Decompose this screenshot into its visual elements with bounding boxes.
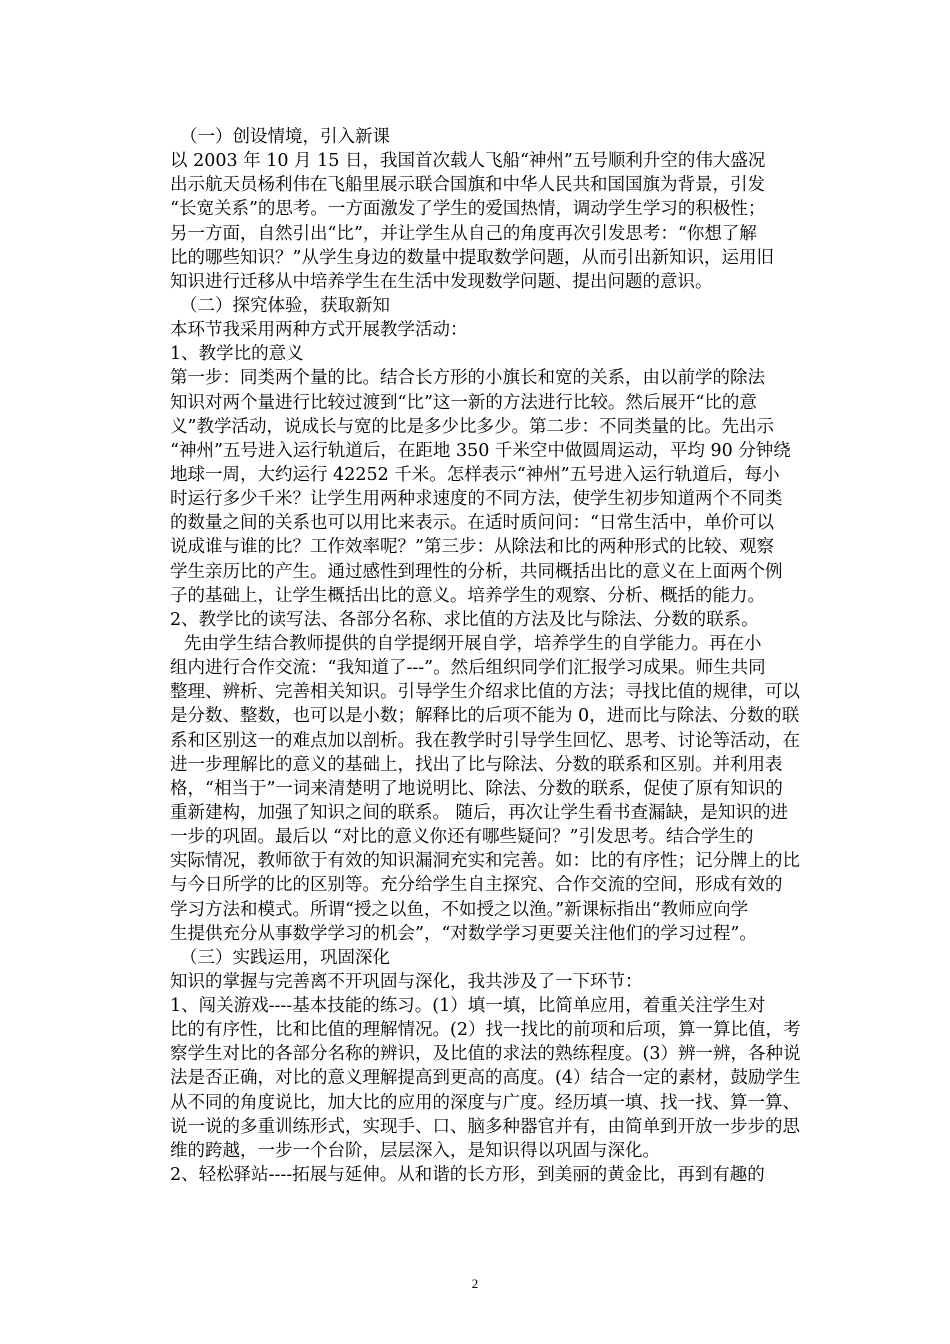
text-line: 是分数、整数，也可以是小数；解释比的后项不能为 0，进而比与除法、分数的联 (170, 706, 800, 727)
text-line: 系和区别这一的难点加以剖析。我在教学时引导学生回忆、思考、讨论等活动，在 (170, 730, 800, 751)
text-line: 1、闯关游戏----基本技能的练习。(1）填一填，比简单应用，着重关注学生对 (170, 996, 766, 1017)
text-line: 实际情况，教师欲于有效的知识漏洞充实和完善。如：比的有序性；记分牌上的比 (170, 851, 800, 872)
text-line: “神州”五号进入运行轨道后，在距地 350 千米空中做圆周运动，平均 90 分钟绕 (170, 440, 791, 461)
text-line: 时运行多少千米？让学生用两种求速度的不同方法，使学生初步知道两个不同类 (170, 489, 783, 510)
document-body (170, 125, 810, 1187)
text-line: 出示航天员杨利伟在飞船里展示联合国旗和中华人民共和国国旗为背景，引发 (170, 175, 765, 196)
text-line: 法是否正确，对比的意义理解提高到更高的高度。(4）结合一定的素材，鼓励学生 (170, 1068, 801, 1089)
text-line: 知识对两个量进行比较过渡到“比”这一新的方法进行比较。然后展开“比的意 (170, 392, 757, 413)
text-line: 生提供充分从事数学学习的机会”，“对数学学习更要关注他们的学习过程”。 (170, 923, 757, 944)
text-line: 子的基础上，让学生概括出比的意义。培养学生的观察、分析、概括的能力。 (170, 585, 765, 606)
text-line: （一）创设情境，引入新课 (180, 127, 390, 147)
text-line: 维的跨越，一步一个台阶，层层深入，是知识得以巩固与深化。 (170, 1140, 660, 1161)
text-line: 一步的巩固。最后以 “对比的意义你还有哪些疑问？”引发思考。结合学生的 (170, 827, 754, 848)
text-line: 第一步：同类两个量的比。结合长方形的小旗长和宽的关系，由以前学的除法 (170, 368, 765, 389)
text-line: 先由学生结合教师提供的自学提纲开展自学，培养学生的自学能力。再在小 (184, 633, 762, 654)
text-line: （三）实践运用，巩固深化 (180, 947, 390, 968)
text-line: 本环节我采用两种方式开展教学活动： (170, 320, 468, 341)
text-line: 1、教学比的意义 (170, 344, 304, 365)
text-line: 组内进行合作交流：“我知道了---”。然后组织同学们汇报学习成果。师生共同 (170, 658, 766, 679)
text-line: 2、轻松驿站----拓展与延伸。从和谐的长方形，到美丽的黄金比，再到有趣的 (170, 1165, 765, 1186)
text-line: 知识的掌握与完善离不开巩固与深化，我共涉及了一下环节： (170, 971, 643, 992)
text-line: 比的哪些知识？”从学生身边的数量中提取数学问题，从而引出新知识，运用旧 (170, 247, 774, 268)
text-line: 进一步理解比的意义的基础上，找出了比与除法、分数的联系和区别。并利用表 (170, 754, 783, 775)
text-line: 从不同的角度说比，加大比的应用的深度与广度。经历填一填、找一找、算一算、 (170, 1092, 800, 1113)
text-line: 察学生对比的各部分名称的辨识，及比值的求法的熟练程度。(3）辨一辨，各种说 (170, 1044, 801, 1065)
text-line: 义”教学活动，说成长与宽的比是多少比多少。第二步：不同类量的比。先出示 (170, 416, 774, 437)
text-line: 重新建构，加强了知识之间的联系。 随后，再次让学生看书查漏缺，是知识的进 (170, 802, 789, 823)
text-line: 以 2003 年 10 月 15 日，我国首次载人飞船“神州”五号顺利升空的伟大盛况 (170, 151, 766, 172)
text-line: （二）探究体验，获取新知 (180, 295, 390, 316)
page-number: 2 (471, 1276, 479, 1291)
text-line: 说一说的多重训练形式，实现手、口、脑多种器官并有，由简单到开放一步步的思 (170, 1116, 800, 1137)
text-line: “长宽关系”的思考。一方面激发了学生的爱国热情，调动学生学习的积极性； (170, 199, 766, 220)
text-line: 格，“相当于”一词来清楚明了地说明比、除法、分数的联系，促使了原有知识的 (170, 778, 783, 799)
text-line: 地球一周，大约运行 42252 千米。怎样表示“神州”五号进入运行轨道后，每小 (170, 464, 780, 485)
text-line: 比的有序性，比和比值的理解情况。(2）找一找比的前项和后项，算一算比值，考 (170, 1020, 801, 1041)
text-line: 2、教学比的读写法、各部分名称、求比值的方法及比与除法、分数的联系。 (170, 609, 759, 630)
text-line: 的数量之间的关系也可以用比来表示。在适时质问问：“日常生活中，单价可以 (170, 513, 774, 534)
text-line: 知识进行迁移从中培养学生在生活中发现数学问题、提出问题的意识。 (170, 271, 713, 292)
text-line: 学生亲历比的产生。通过感性到理性的分析，共同概括出比的意义在上面两个例 (170, 561, 783, 582)
text-line: 学习方法和模式。所谓“授之以鱼，不如授之以渔。”新课标指出“教师应向学 (170, 899, 749, 920)
text-line: 与今日所学的比的区别等。充分给学生自主探究、合作交流的空间，形成有效的 (170, 875, 783, 896)
text-line: 说成谁与谁的比？工作效率呢？”第三步：从除法和比的两种形式的比较、观察 (170, 537, 774, 558)
text-line: 另一方面，自然引出“比”，并让学生从自己的角度再次引发思考：“你想了解 (170, 223, 757, 244)
text-line: 整理、辨析、完善相关知识。引导学生介绍求比值的方法；寻找比值的规律，可以 (170, 682, 800, 703)
